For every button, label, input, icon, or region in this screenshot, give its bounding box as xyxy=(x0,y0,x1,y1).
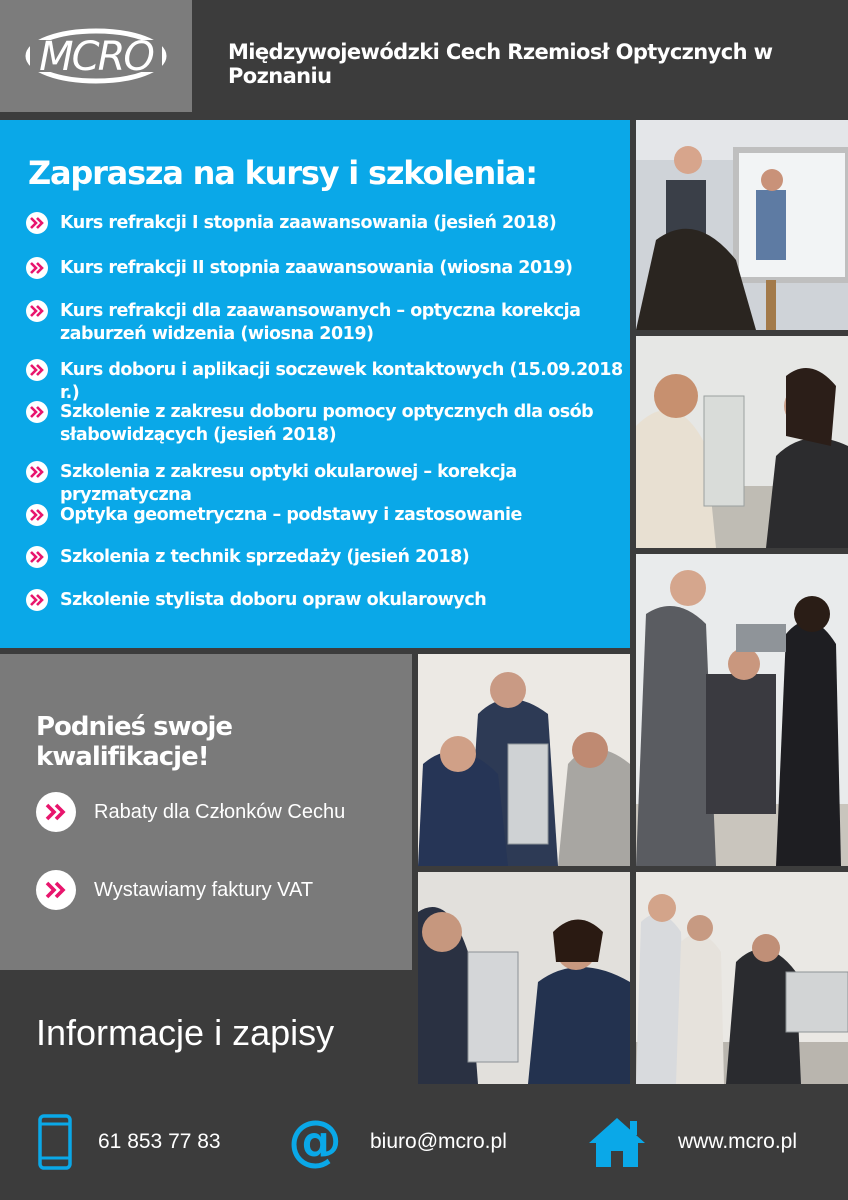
double-chevron-right-icon xyxy=(26,359,48,381)
info-title: Informacje i zapisy xyxy=(36,1012,335,1053)
double-chevron-right-icon xyxy=(26,461,48,483)
benefit-item: Rabaty dla Członków Cechu xyxy=(36,792,345,832)
courses-title: Zaprasza na kursy i szkolenia: xyxy=(28,154,537,192)
course-item: Kurs refrakcji I stopnia zaawansowania (jesień 2018) xyxy=(26,212,556,235)
benefit-item: Wystawiamy faktury VAT xyxy=(36,870,313,910)
course-item: Szkolenie stylista doboru opraw okularowych xyxy=(26,589,486,612)
course-item: Szkolenia z zakresu optyki okularowej – korekcja pryzmatyczna xyxy=(26,461,630,507)
course-item: Szkolenie z zakresu doboru pomocy optycznych dla osób słabowidzących (jesień 2018) xyxy=(26,401,630,447)
benefits-title: Podnieś swoje kwalifikacje! xyxy=(36,712,233,772)
photo-training-mirror xyxy=(636,120,848,330)
double-chevron-right-icon xyxy=(26,300,48,322)
double-chevron-right-icon xyxy=(26,212,48,234)
photo-workshop-group xyxy=(636,872,848,1084)
double-chevron-right-icon xyxy=(26,589,48,611)
double-chevron-right-icon xyxy=(36,870,76,910)
house-icon xyxy=(586,1115,648,1169)
email-link[interactable]: biuro@mcro.pl xyxy=(370,1130,507,1153)
photo-contact-lens-training xyxy=(418,872,630,1084)
course-item: Optyka geometryczna – podstawy i zastosowanie xyxy=(26,504,522,527)
mcro-logo xyxy=(0,0,192,112)
courses-panel xyxy=(0,120,630,648)
double-chevron-right-icon xyxy=(26,401,48,423)
course-item: Kurs refrakcji II stopnia zaawansowania (wiosna 2019) xyxy=(26,257,573,280)
photo-students-slit-lamp xyxy=(418,654,630,866)
course-item: Kurs refrakcji dla zaawansowanych – optyczna korekcja zaburzeń widzenia (wiosna 2019) xyxy=(26,300,630,346)
phone-number[interactable]: 61 853 77 83 xyxy=(98,1130,221,1153)
contact-phone xyxy=(38,1114,221,1170)
contact-website xyxy=(586,1114,797,1170)
organization-title: Międzywojewódzki Cech Rzemiosł Optycznych w Poznaniu xyxy=(228,40,773,88)
svg-text:MCRO: MCRO xyxy=(39,34,153,80)
logo-box xyxy=(0,0,192,112)
double-chevron-right-icon xyxy=(26,504,48,526)
benefits-panel xyxy=(0,654,412,970)
website-link[interactable]: www.mcro.pl xyxy=(678,1130,798,1153)
smartphone-icon xyxy=(38,1114,72,1170)
double-chevron-right-icon xyxy=(36,792,76,832)
svg-text:@: @ xyxy=(288,1115,342,1169)
double-chevron-right-icon xyxy=(26,257,48,279)
photo-slit-lamp-exam xyxy=(636,336,848,548)
course-item: Kurs doboru i aplikacji soczewek kontaktowych (15.09.2018 r.) xyxy=(26,359,630,405)
double-chevron-right-icon xyxy=(26,546,48,568)
at-sign-icon xyxy=(288,1115,342,1169)
contact-email xyxy=(288,1114,507,1170)
photo-phoropter-exam xyxy=(636,554,848,866)
course-item: Szkolenia z technik sprzedaży (jesień 2018) xyxy=(26,546,469,569)
